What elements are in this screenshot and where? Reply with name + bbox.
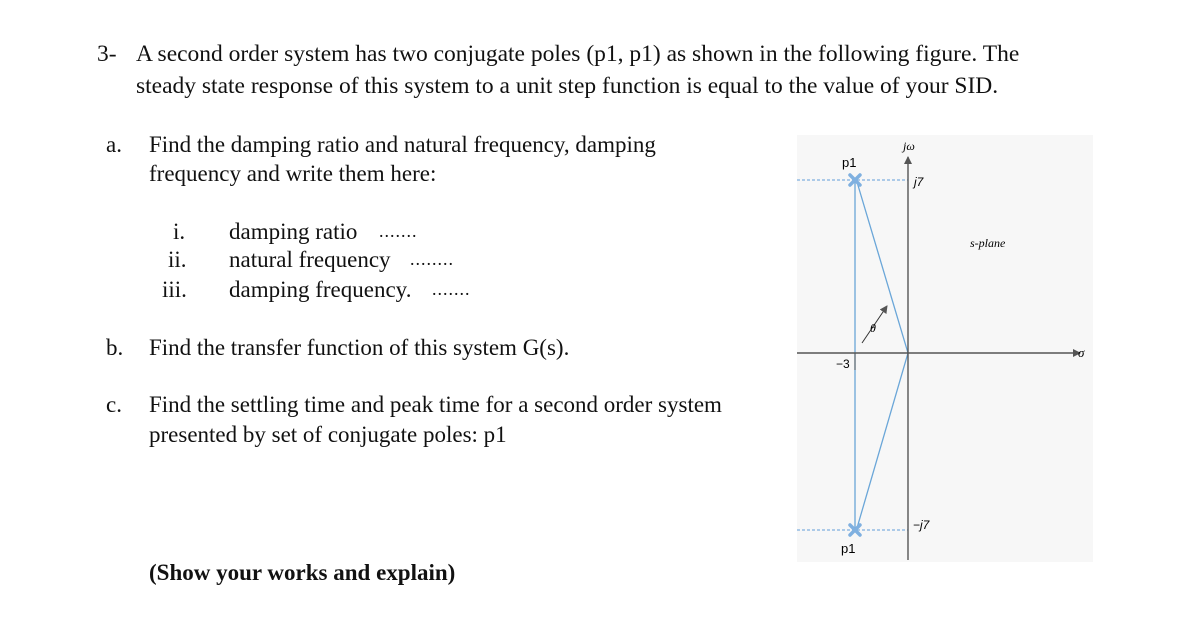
part-c-text-line2: presented by set of conjugate poles: p1 bbox=[149, 422, 507, 447]
question-text-line1: A second order system has two conjugate poles (p1, p1) as shown in the following figure. The bbox=[136, 41, 1020, 67]
item-damping-ratio: damping ratio bbox=[229, 219, 358, 244]
item-number: iii. bbox=[162, 277, 187, 302]
answer-blank: ....... bbox=[432, 279, 471, 299]
part-a-text-line2: frequency and write them here: bbox=[149, 161, 437, 186]
real-tick-label: −3 bbox=[836, 357, 850, 371]
part-c-label: c. bbox=[106, 392, 122, 417]
footer-instruction: (Show your works and explain) bbox=[149, 560, 456, 585]
s-plane-label: s-plane bbox=[970, 236, 1006, 250]
item-number: i. bbox=[173, 219, 186, 244]
answer-blank: ........ bbox=[410, 249, 454, 269]
item-number: ii. bbox=[168, 247, 187, 272]
imaginary-axis-label: jω bbox=[903, 139, 915, 153]
positive-j-tick-label: j7 bbox=[914, 175, 924, 189]
part-b-text: Find the transfer function of this system G(s). bbox=[149, 335, 570, 360]
question-text-line2: steady state response of this system to a unit step function is equal to the value of your SID. bbox=[136, 73, 999, 99]
angle-label: θ bbox=[870, 321, 876, 335]
upper-pole-label: p1 bbox=[842, 155, 857, 170]
question-number: 3- bbox=[97, 41, 117, 67]
item-natural-frequency: natural frequency bbox=[229, 247, 391, 272]
part-b-label: b. bbox=[106, 335, 124, 360]
lower-pole-label: p1 bbox=[841, 541, 856, 556]
negative-j-tick-label: −j7 bbox=[913, 518, 930, 532]
figure-panel bbox=[797, 135, 1093, 562]
part-c-text-line1: Find the settling time and peak time for a second order system bbox=[149, 392, 722, 417]
real-axis-label: σ bbox=[1078, 345, 1085, 360]
part-a-label: a. bbox=[106, 132, 122, 157]
answer-blank: ....... bbox=[379, 221, 418, 241]
part-a-text-line1: Find the damping ratio and natural frequency, damping bbox=[149, 132, 656, 157]
item-damping-frequency: damping frequency. bbox=[229, 277, 412, 302]
